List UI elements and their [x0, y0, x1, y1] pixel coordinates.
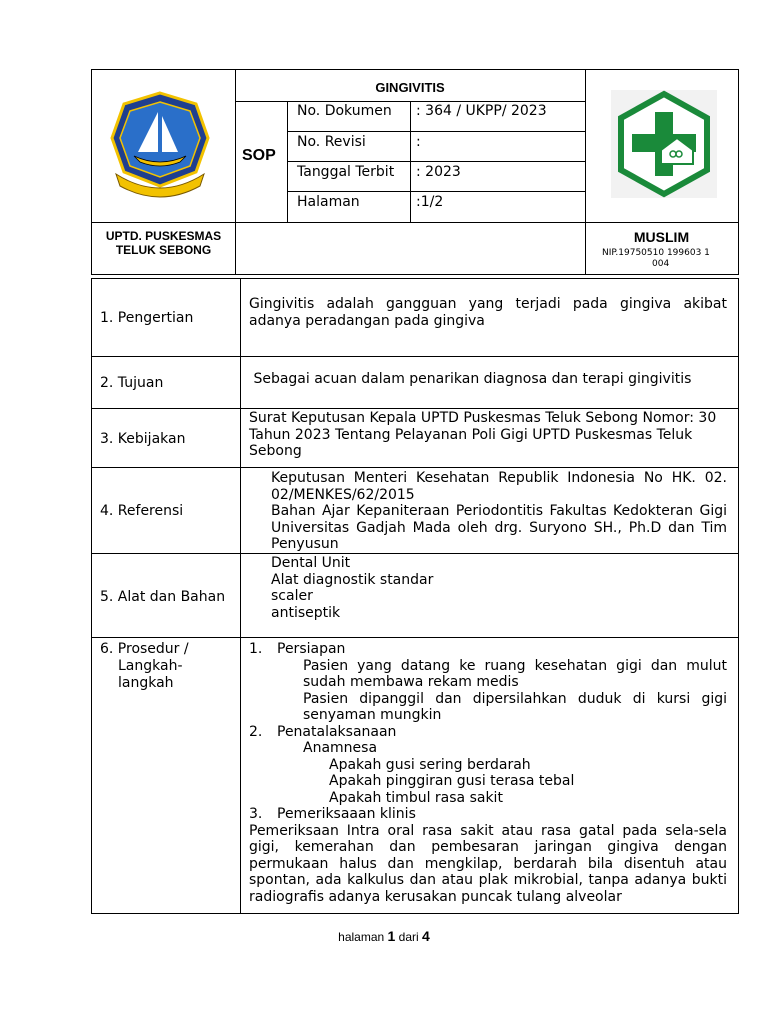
section-label: Langkah- [118, 658, 183, 674]
footer-prefix: halaman [338, 930, 385, 944]
divider [287, 191, 585, 192]
procedure-steps [249, 641, 727, 905]
list-item: Dental Unit [249, 555, 727, 572]
divider [92, 467, 738, 468]
procedure-table [91, 278, 739, 914]
footer-page: 1 [387, 928, 396, 944]
row-label: Tanggal Terbit [297, 164, 395, 180]
row-value: : [416, 134, 421, 150]
section-label: 5. Alat dan Bahan [100, 589, 226, 605]
signer-name: MUSLIM [633, 229, 690, 245]
document-title: GINGIVITIS [375, 80, 445, 95]
regional-logo [108, 90, 212, 202]
list-item: antiseptik [249, 605, 727, 622]
list-item: Pasien yang datang ke ruang kesehatan gigi dan mulut sudah membawa rekam medis [249, 658, 727, 691]
list-item: Apakah timbul rasa sakit [249, 790, 727, 807]
section-text: Gingivitis adalah gangguan yang terjadi pada gingiva akibat adanya peradangan pada gingiva [249, 296, 727, 329]
header-table [91, 69, 739, 275]
section-label: 4. Referensi [100, 503, 184, 519]
section-label: 2. Tujuan [100, 375, 164, 391]
checkbox-icon [303, 773, 329, 790]
divider [287, 161, 585, 162]
checkbox-icon [249, 605, 271, 622]
divider [287, 131, 585, 132]
equipment-list [249, 555, 727, 621]
row-value: :1/2 [416, 194, 444, 210]
list-item: Apakah pinggiran gusi terasa tebal [249, 773, 727, 790]
checkbox-icon [277, 658, 303, 691]
page-footer [0, 928, 768, 944]
checkbox-icon [249, 555, 271, 572]
section-label: 1. Pengertian [100, 310, 194, 326]
section-label: langkah [118, 675, 174, 691]
list-item: scaler [249, 588, 727, 605]
checkbox-icon [249, 572, 271, 589]
checkbox-icon [249, 470, 271, 503]
section-text: Sebagai acuan dalam penarikan diagnosa dan terapi gingivitis [249, 371, 692, 387]
puskesmas-logo [611, 90, 717, 198]
checkbox-icon [249, 503, 271, 553]
procedure-paragraph: Pemeriksaan Intra oral rasa sakit atau rasa gatal pada sela-sela gigi, kemerahan dan pembesaran jaringan gingiva dengan permukaan halus dan mengkilap, berdarah bila disentuh atau spontan, ada kalkulus dan atau plak mikrobial, tanpa adanya bukti radiografis adanya kerusakan puncak tulang alveolar [249, 822, 727, 905]
checkbox-icon [303, 790, 329, 807]
step: 2. Penatalaksanaan [249, 723, 397, 740]
divider [92, 637, 738, 638]
checkbox-icon [277, 740, 303, 757]
row-label: Halaman [297, 194, 360, 210]
step: 1. Persiapan [249, 641, 346, 657]
section-label: 6. Prosedur / [100, 641, 189, 657]
checkbox-icon [249, 588, 271, 605]
list-item: Bahan Ajar Kepaniteraan Periodontitis Fakultas Kedokteran Gigi Universitas Gadjah Mada oleh drg. Suryono SH., Ph.D dan Tim Penyusun [249, 503, 727, 553]
list-item: Anamnesa [249, 740, 727, 757]
divider [92, 222, 738, 223]
list-item: Apakah gusi sering berdarah [249, 757, 727, 774]
list-item: Alat diagnostik standar [249, 572, 727, 589]
row-label: No. Revisi [297, 134, 366, 150]
org-name: UPTD. PUSKESMAS [105, 229, 222, 243]
section-label: 3. Kebijakan [100, 431, 186, 447]
org-name: TELUK SEBONG [115, 243, 212, 257]
divider [92, 408, 738, 409]
footer-middle: dari [398, 930, 419, 944]
signer-nip: 004 [652, 259, 670, 269]
list-item: Pasien dipanggil dan dipersilahkan duduk di kursi gigi senyaman mungkin [249, 691, 727, 724]
signer-nip: NIP.19750510 199603 1 [602, 248, 710, 258]
divider [92, 356, 738, 357]
divider [240, 279, 241, 913]
step: 3. Pemeriksaaan klinis [249, 806, 416, 822]
footer-total: 4 [422, 928, 430, 944]
row-label: No. Dokumen [297, 103, 392, 119]
checkbox-icon [277, 691, 303, 724]
section-text: Surat Keputusan Kepala UPTD Puskesmas Teluk Sebong Nomor: 30 Tahun 2023 Tentang Pelayanan Poli Gigi UPTD Puskesmas Teluk Sebong [249, 410, 717, 459]
row-value: : 2023 [416, 164, 461, 180]
checkbox-icon [303, 757, 329, 774]
list-item: Keputusan Menteri Kesehatan Republik Indonesia No HK. 02. 02/MENKES/62/2015 [249, 470, 727, 503]
reference-list [249, 470, 727, 553]
row-value: : 364 / UKPP/ 2023 [416, 103, 547, 119]
sop-label: SOP [242, 147, 276, 164]
divider [92, 553, 738, 554]
